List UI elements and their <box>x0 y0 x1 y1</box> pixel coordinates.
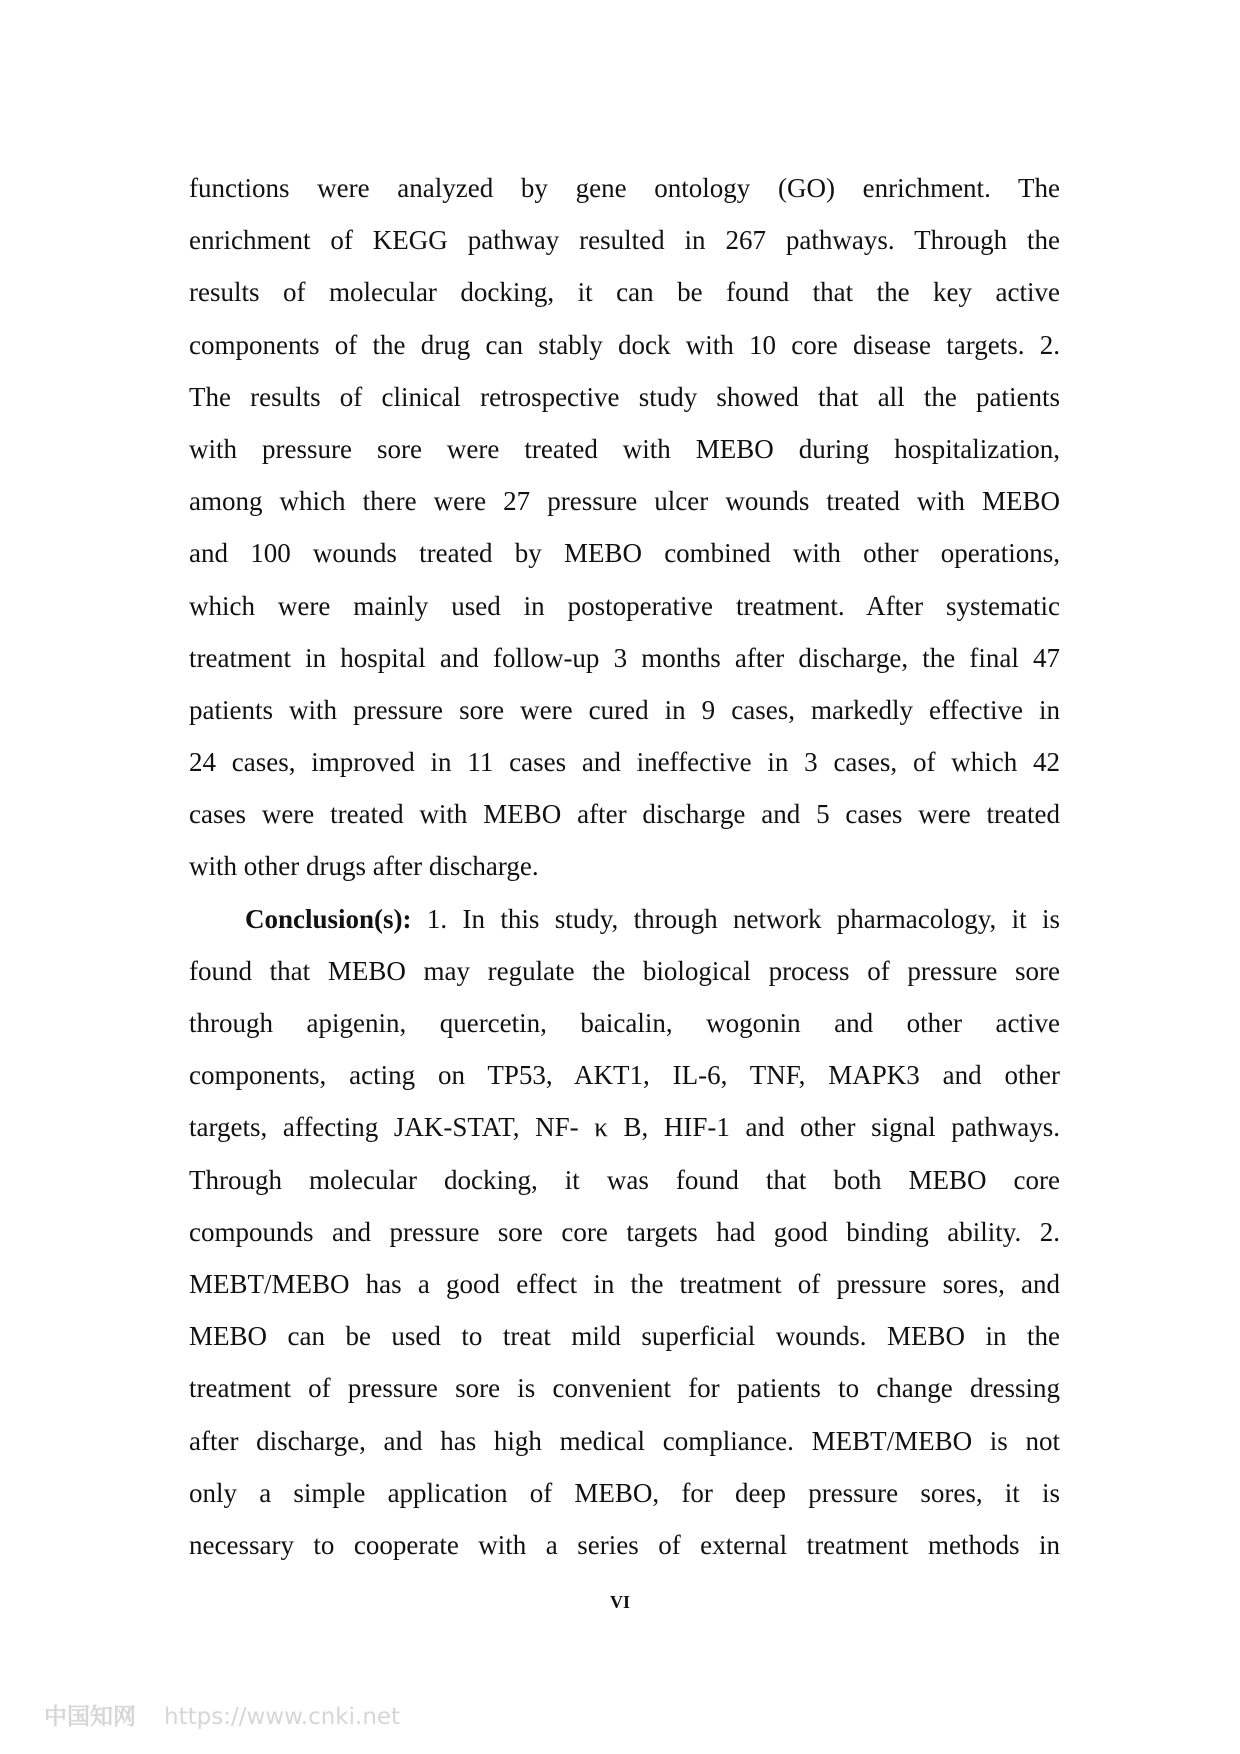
text-line: enrichment of KEGG pathway resulted in 267 pathways. Through the <box>189 225 1060 256</box>
paragraph-conclusion <box>189 893 1060 1571</box>
text-line: Through molecular docking, it was found that both MEBO core <box>189 1164 1060 1195</box>
page-number: VI <box>609 1592 630 1612</box>
text-line: treatment of pressure sore is convenient for patients to change dressing <box>189 1373 1060 1404</box>
text-line: MEBT/MEBO has a good effect in the treatment of pressure sores, and <box>189 1268 1060 1299</box>
text-line: components, acting on TP53, AKT1, IL-6, TNF, MAPK3 and other <box>189 1060 1060 1091</box>
text-line: among which there were 27 pressure ulcer wounds treated with MEBO <box>189 486 1060 517</box>
text-line: necessary to cooperate with a series of external treatment methods in <box>189 1529 1060 1560</box>
watermark-url: https://www.cnki.net <box>164 1704 401 1730</box>
text-line: 24 cases, improved in 11 cases and ineffective in 3 cases, of which 42 <box>189 747 1060 778</box>
text-line: MEBO can be used to treat mild superficial wounds. MEBO in the <box>189 1321 1060 1352</box>
text-line: found that MEBO may regulate the biological process of pressure sore <box>189 955 1060 986</box>
text-line: treatment in hospital and follow-up 3 months after discharge, the final 47 <box>189 642 1060 673</box>
text-line: patients with pressure sore were cured in 9 cases, markedly effective in <box>189 694 1060 725</box>
text-line: results of molecular docking, it can be found that the key active <box>189 277 1060 308</box>
text-line: components of the drug can stably dock with 10 core disease targets. 2. <box>189 329 1060 360</box>
conclusion-first-line-text: 1. In this study, through network pharmacology, it is <box>411 903 1060 934</box>
text-line: with pressure sore were treated with MEBO during hospitalization, <box>189 433 1060 464</box>
text-line: through apigenin, quercetin, baicalin, wogonin and other active <box>189 1008 1060 1038</box>
text-line: which were mainly used in postoperative treatment. After systematic <box>189 590 1060 621</box>
text-line: and 100 wounds treated by MEBO combined with other operations, <box>189 538 1060 569</box>
watermark <box>44 1698 400 1731</box>
paragraph-results <box>189 162 1060 893</box>
text-line: functions were analyzed by gene ontology (GO) enrichment. The <box>189 173 1060 203</box>
text-line: cases were treated with MEBO after discharge and 5 cases were treated <box>189 799 1060 830</box>
text-line: The results of clinical retrospective study showed that all the patients <box>189 381 1060 412</box>
text-line: with other drugs after discharge. <box>189 851 539 882</box>
text-line: compounds and pressure sore core targets had good binding ability. 2. <box>189 1216 1060 1247</box>
document-body <box>189 162 1060 1571</box>
conclusion-label: Conclusion(s): <box>245 903 412 934</box>
text-line: only a simple application of MEBO, for deep pressure sores, it is <box>189 1477 1060 1508</box>
watermark-brand: 中国知网 <box>44 1704 136 1730</box>
conclusion-first-line <box>189 893 1060 945</box>
text-line: after discharge, and has high medical compliance. MEBT/MEBO is not <box>189 1425 1060 1456</box>
text-line: targets, affecting JAK-STAT, NF- κ B, HIF-1 and other signal pathways. <box>189 1112 1060 1143</box>
